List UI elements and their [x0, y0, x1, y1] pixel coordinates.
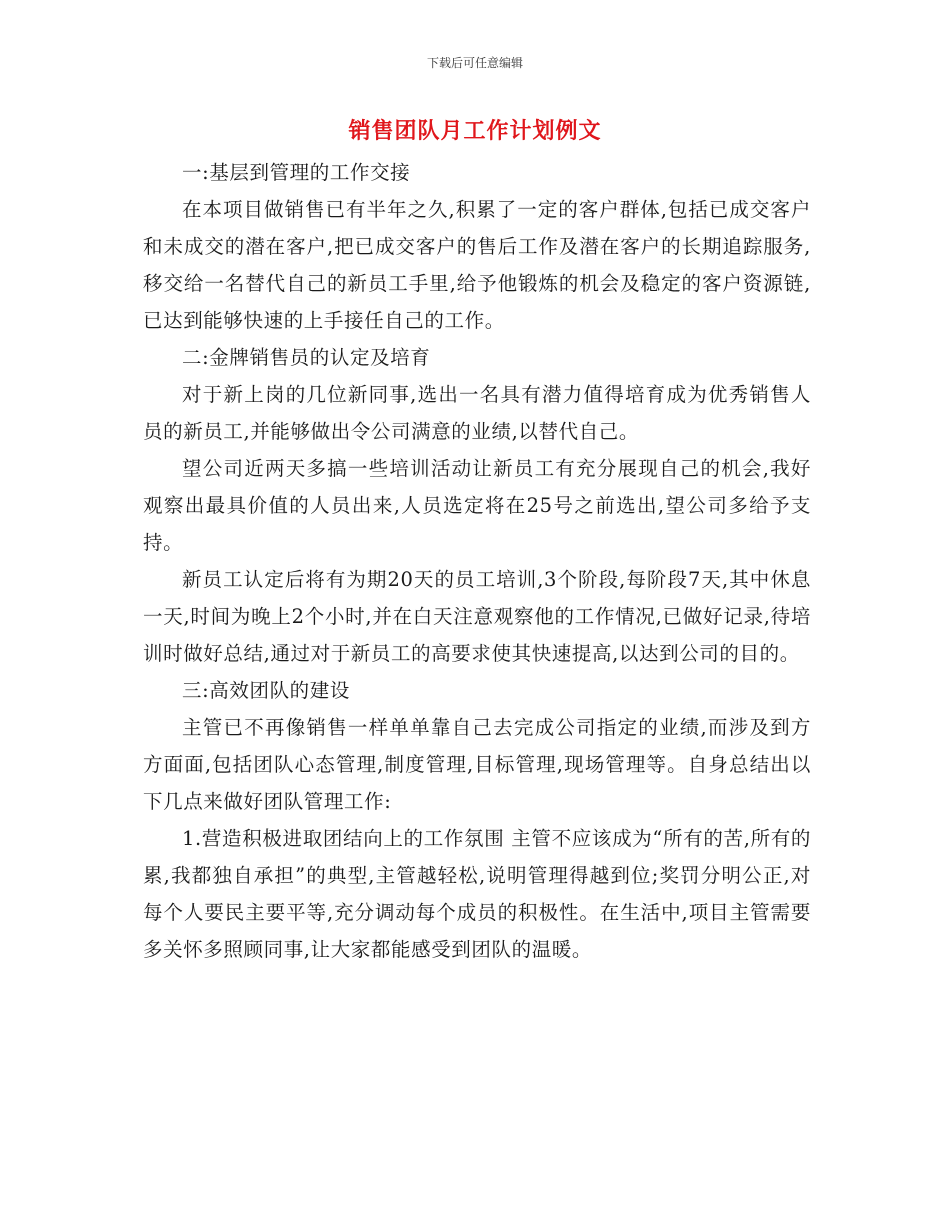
paragraph: 新员工认定后将有为期20天的员工培训,3个阶段,每阶段7天,其中休息一天,时间为晚上2个小时,并在白天注意观察他的工作情况,已做好记录,待培训时做好总结,通过对于新员工的高要求使其快速提高,以达到公司的目的。	[143, 568, 811, 665]
paragraph: 主管已不再像销售一样单单靠自己去完成公司指定的业绩,而涉及到方方面面,包括团队心态管理,制度管理,目标管理,现场管理等。自身总结出以下几点来做好团队管理工作:	[143, 716, 811, 813]
section-heading-2: 二:金牌销售员的认定及培育	[182, 346, 431, 369]
document-body	[143, 154, 811, 968]
paragraph: 在本项目做销售已有半年之久,积累了一定的客户群体,包括已成交客户和未成交的潜在客户,把已成交客户的售后工作及潜在客户的长期追踪服务,移交给一名替代自己的新员工手里,给予他锻炼的机会及稳定的客户资源链,已达到能够快速的上手接任自己的工作。	[143, 198, 811, 332]
section-heading-3: 三:高效团队的建设	[182, 679, 350, 702]
paragraph: 对于新上岗的几位新同事,选出一名具有潜力值得培育成为优秀销售人员的新员工,并能够做出令公司满意的业绩,以替代自己。	[143, 383, 811, 443]
header-note: 下载后可任意编辑	[426, 56, 523, 70]
document-title: 销售团队月工作计划例文	[348, 119, 602, 144]
paragraph: 望公司近两天多搞一些培训活动让新员工有充分展现自己的机会,我好观察出最具价值的人员出来,人员选定将在25号之前选出,望公司多给予支持。	[143, 457, 811, 554]
section-heading-1: 一:基层到管理的工作交接	[182, 161, 411, 184]
paragraph: 1.营造积极进取团结向上的工作氛围 主管不应该成为“所有的苦,所有的累,我都独自承担”的典型,主管越轻松,说明管理得越到位;奖罚分明公正,对每个人要民主要平等,充分调动每个成员的积极性。在生活中,项目主管需要多关怀多照顾同事,让大家都能感受到团队的温暖。	[143, 827, 811, 961]
